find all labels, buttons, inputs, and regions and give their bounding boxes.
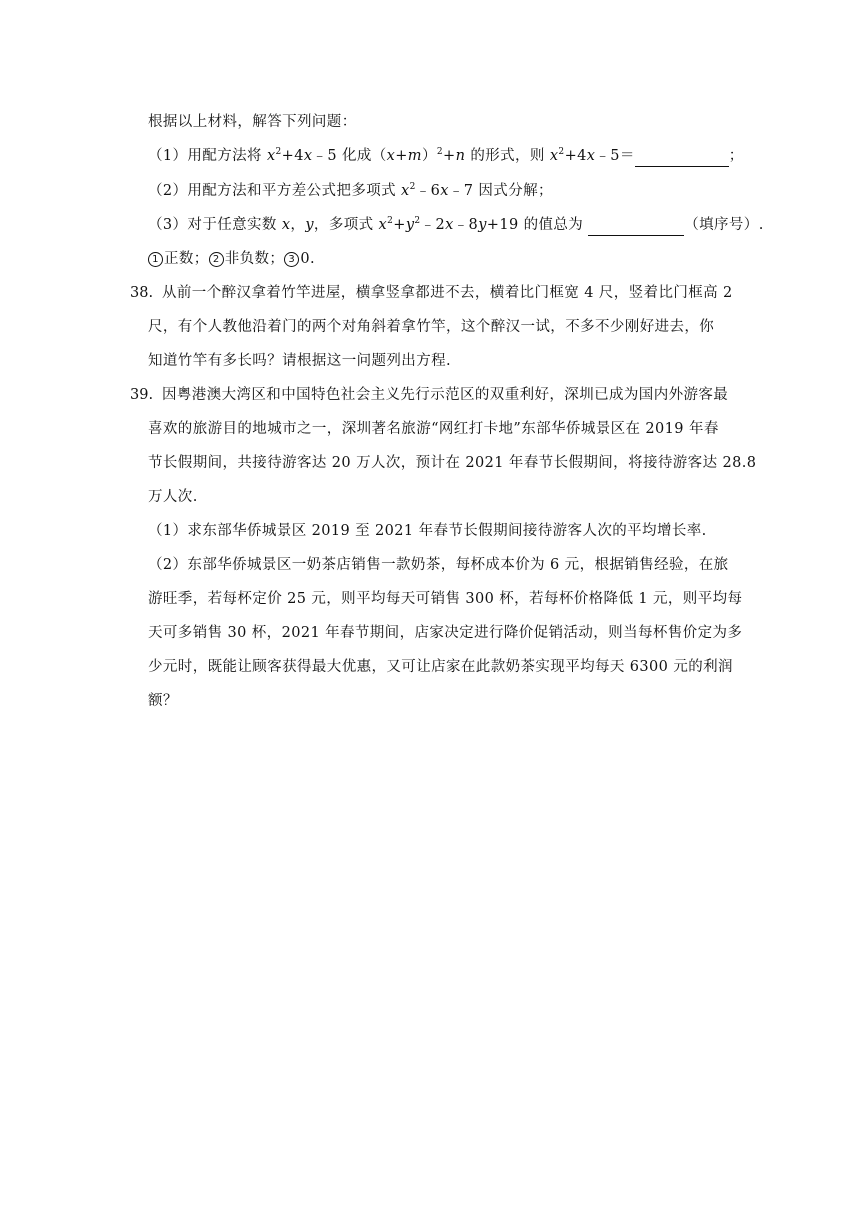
- q39-line-3: 节长假期间，共接待游客达 20 万人次，预计在 2021 年春节长假期间，将接待游客达 28.8: [148, 455, 757, 471]
- circled-two-mark: 2: [209, 252, 224, 267]
- q38-line-2: 尺，有个人教他沿着门的两个对角斜着拿竹竿，这个醉汉一试，不多不少刚好进去，你: [148, 319, 715, 335]
- q38-line-3: 知道竹竿有多长吗？请根据这一问题列出方程.: [148, 353, 452, 369]
- q38-number: 38.: [130, 285, 154, 301]
- q39-line-4: 万人次.: [148, 489, 198, 505]
- answer-blank-2[interactable]: [588, 215, 684, 236]
- circled-one-mark: 1: [148, 252, 163, 267]
- q39-part2-line-2: 游旺季，若每杯定价 25 元，则平均每天可销售 300 杯，若每杯价格降低 1 元，则平均每: [148, 591, 743, 607]
- q39-line-1: 因粤港澳大湾区和中国特色社会主义先行示范区的双重利好，深圳已成为国内外游客最: [162, 387, 729, 403]
- q37-part2: （2）用配方法和平方差公式把多项式 $x^2﹣6x﹣7$ 因式分解；: [148, 182, 553, 199]
- q37-part3: （3）对于任意实数 x，y，多项式 $x^2+y^2﹣2x﹣8y+19$ 的值总为 （填序号）.: [148, 215, 764, 236]
- q39-part2-line-5: 额？: [148, 693, 178, 709]
- q39-part2-line-4: 少元时，既能让顾客获得最大优惠，又可让店家在此款奶茶实现平均每天 6300 元的利润: [148, 659, 733, 675]
- q37-options: 1 正数； 2 非负数； 3 0.: [148, 249, 315, 269]
- circled-three-mark: 3: [284, 252, 299, 267]
- q38-line-1: 从前一个醉汉拿着竹竿进屋，横拿竖拿都进不去，横着比门框宽 4 尺，竖着比门框高 2: [162, 285, 733, 301]
- q39-part2-line-1: （2）东部华侨城景区一奶茶店销售一款奶茶，每杯成本价为 6 元，根据销售经验，在旅: [148, 557, 729, 573]
- q39-number: 39.: [130, 387, 154, 403]
- q39-line-2: 喜欢的旅游目的地城市之一，深圳著名旅游“网红打卡地”东部华侨城景区在 2019 年春: [148, 421, 719, 437]
- q39-part1: （1）求东部华侨城景区 2019 至 2021 年春节长假期间接待游客人次的平均增长率.: [148, 523, 707, 539]
- q39-part2-line-3: 天可多销售 30 杯，2021 年春节期间，店家决定进行降价促销活动，则当每杯售价定为多: [148, 625, 743, 641]
- answer-blank-1[interactable]: [635, 146, 729, 167]
- q37-part1: （1）用配方法将 $x^2+4x﹣5$ 化成$(x+m)^2+n$ 的形式，则 $x^2+4x﹣5=$ ；: [148, 146, 744, 167]
- intro-text: 根据以上材料，解答下列问题：: [148, 114, 357, 130]
